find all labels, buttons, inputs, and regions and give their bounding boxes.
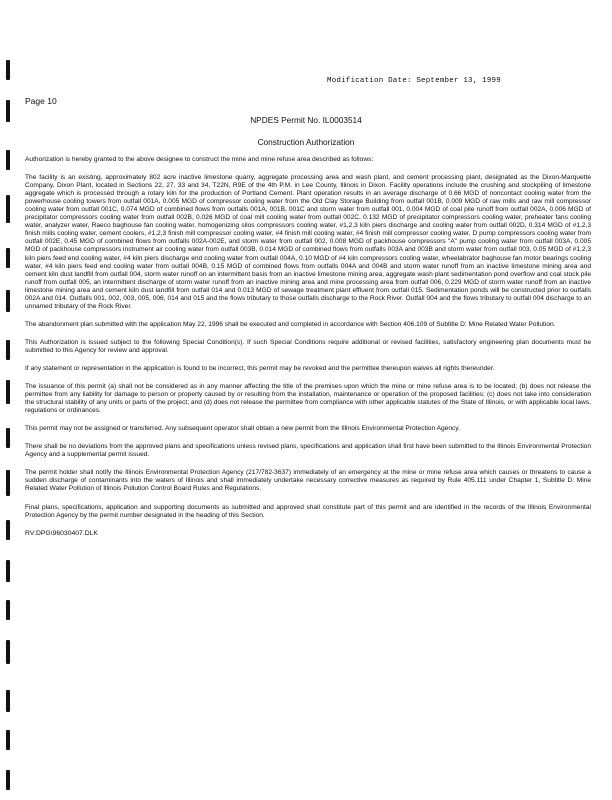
permit-issuance-paragraph: The issuance of this permit (a) shall not be considered as in any manner affecting the title of the premises upon which the mine or mine refuse area is to be located; (b) does not release the permittee from any liability for damage to person or property caused by or resulting from the installation, maintenance or operation of the proposed facilities; (c) does not take into consideration the structural stability of any units or parts of the project; and (d) does not release the permittee from compliance with other applicable statutes of the State of Illinois, or with applicable local laws, regulations or ordinances.	[25, 383, 591, 415]
special-conditions-paragraph: This Authorization is issued subject to the following Special Condition(s). If such Special Conditions require additional or revised facilities, satisfactory engineering plan documents must be submitted to this Agency for review and approval.	[25, 338, 591, 354]
modification-date: Modification Date: September 13, 1999	[327, 77, 501, 85]
emergency-notification-paragraph: The permit holder shall notify the Illinois Environmental Protection Agency (217/782-3637) immediately of an emergency at the mine or mine refuse area which causes or threatens to cause a sudden discharge of contaminants into the waters of Illinois and shall immediately undertake necessary corrective measures as required by Rule 405.111 under Chapter 1, Subtitle D: Mine Related Water Pollution of Illinois Pollution Control Board Rules and Regulations.	[25, 469, 591, 493]
incorrect-statement-paragraph: If any statement or representation in the application is found to be incorrect, this permit may be revoked and the permittee thereupon waives all rights thereunder.	[25, 364, 495, 372]
document-body	[25, 156, 591, 538]
intro-paragraph: Authorization is hereby granted to the above designee to construct the mine and mine refuse area described as follows:	[25, 156, 374, 163]
transfer-paragraph: This permit may not be assigned or transferred. Any subsequent operator shall obtain a new permit from the Illinois Environmental Protection Agency.	[25, 425, 460, 433]
facility-description-paragraph: The facility is an existing, approximately 802 acre inactive limestone quarry, aggregate processing area and wash plant, and cement processing plant, designated as the Dixon-Marquette Company, Dixon Plant, located in Sections 22, 27, 33 and 34, T22N, R9E of the 4th P.M. in Lee County, Illinois in Dixon. Facility operations include the crushing and stockpiling of limestone aggregate which is processed through a rotary kiln for the production of Portland Cement. Plant operation results in an average discharge of 0.66 MGD of noncontact cooling water from the powerhouse cooling towers from outfall 001A, 0.005 MGD of compressor cooling water from the Old Clay Storage Building from outfall 001B, 0.009 MGD of raw mills and raw mill compressor cooling water from outfall 001C, 0.074 MGD of combined flows from outfalls 001A, 001B, 001C and storm water from outfall 001, 0.004 MGD of coal pile runoff from outfall 002A, 0.006 MGD of precipitator compressors cooling water from outfall 002B, 0.026 MGD of coal mill cooling water from outfall 002C, 0.132 MGD of precipitator compressors cooling water, preheater fans cooling water, analyzer water, Raeco baghouse fan cooling water, homogenizing silos compressors cooling water, #1,2,3 kiln piers discharge and cooling water from outfall 002D, 0.314 MGD of #1,2,3 finish mills cooling water, cement coolers, #1,2,3 finish mill compressor cooling water, #4 finish mill cooling water, #4 finish mill compressor cooling water, D pump compressors cooling water from outfall 002E, 0.45 MGD of combined flows from outfalls 002A-002E, and storm water from outfall 002, 0.008 MGD of packhouse compressors "A" pump cooling water from outfall 003A, 0.005 MGD of packhouse compressors instrument air cooling water from outfall 003B, 0.014 MGD of combined flows from outfalls 003A and 003B and storm water from outfall 003, 0.05 MGD of #1,2,3 kiln piers feed end cooling water, #4 kiln piers discharge end cooling water from outfall 004A, 0.10 MGD of #4 kiln compressors cooling water, wheelabrator baghouse fan motor bearings cooling water, #4 kiln piers feed end cooling water from outfall 004B, 0.15 MGD of combined flows from outfalls 004A and 004B and storm water runoff from an inactive limestone mining area and cement kiln dust landfill from outfall 004, storm water runoff on an intermittent basis from an inactive limestone mining area, aggregate wash plant sedimentation pond overflow and coal stock pile runoff from outfall 005, an intermittent discharge of storm water runoff from an inactive mining area and mine processing area from outfall 006, 0.229 MGD of storm water runoff from an inactive limestone mining area and cement kiln dust landfill from outfall 014 and 0.013 MGD of sewage treatment plant effluent from outfall 015. Sedimentation ponds will be constructed prior to outfalls 002A and 014. Outfalls 001, 002, 003, 005, 006, 014 and 015 and the flows tributary to those outfalls discharge to the Rock River. Outfall 004 and the flows tributary to outfall 004 discharge to an unnamed tributary of the Rock River.	[25, 174, 591, 310]
document-id: RV:DPG\96030407.DLK	[25, 529, 98, 537]
section-title: Construction Authorization	[257, 137, 355, 147]
deviations-paragraph: There shall be no deviations from the approved plans and specifications unless revised plans, specifications and application shall first have been submitted to the Illinois Environmental Protection Agency and a supplemental permit issued.	[25, 443, 591, 459]
page-number: Page 10	[25, 96, 57, 106]
final-plans-paragraph: Final plans, specifications, application and supporting documents as submitted and approved shall constitute part of this permit and are identified in the records of the Illinois Environmental Protection Agency by the permit number designated in the heading of this Section.	[25, 503, 591, 519]
abandonment-plan-paragraph: The abandonment plan submitted with the application May 22, 1996 shall be executed and completed in accordance with Section 406.109 of Subtitle D: Mine Related Water Pollution.	[25, 320, 556, 328]
permit-number: NPDES Permit No. IL0003514	[250, 115, 362, 125]
